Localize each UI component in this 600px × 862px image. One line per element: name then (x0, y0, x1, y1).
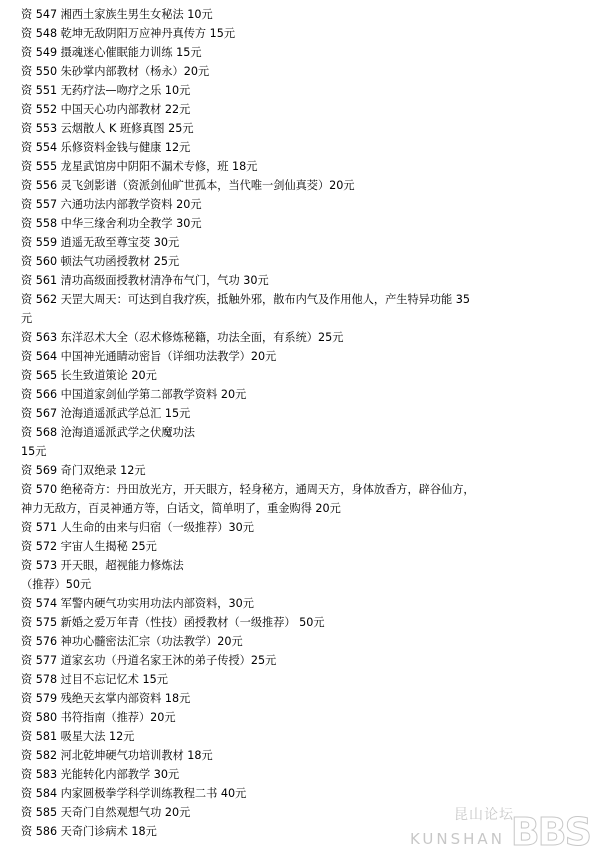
list-item: 资 568 沧海逍遥派武学之伏魔功法 (21, 426, 195, 439)
list-item: 资 567 沧海逍遥派武学总汇 15元 (21, 407, 191, 420)
list-item: 资 550 朱砂掌内部教材（杨永）20元 (21, 65, 210, 78)
list-item: 资 579 残绝天玄掌内部资料 18元 (21, 692, 191, 705)
list-item: 资 577 道家玄功（丹道名家王沐的弟子传授）25元 (21, 654, 277, 667)
list-item: 资 573 开天眼，超视能力修炼法 (21, 559, 184, 572)
list-item: 资 578 过目不忘记忆术 15元 (21, 673, 168, 686)
list-item: 资 565 长生致道策论 20元 (21, 369, 157, 382)
list-item: 资 561 清功高级面授教材清净布气门，气功 30元 (21, 274, 269, 287)
list-item: 资 586 天奇门诊病术 18元 (21, 825, 157, 838)
list-item: 15元 (21, 445, 47, 458)
watermark-latin-text: KUNSHAN (410, 830, 505, 848)
list-item: 资 583 光能转化内部教学 30元 (21, 768, 180, 781)
list-item: 资 562 天罡大周天：可达到自我疗疾，抵触外邪，散布内气及作用他人，产生特异功能 35 (21, 293, 471, 306)
list-item: 资 563 东洋忍术大全（忍术修炼秘籍，功法全面，有系统）25元 (21, 331, 344, 344)
list-item: 资 571 人生命的由来与归宿（一级推荐）30元 (21, 521, 254, 534)
list-item: 资 585 天奇门自然观想气功 20元 (21, 806, 191, 819)
list-item: 资 547 湘西土家族生男生女秘法 10元 (21, 8, 213, 21)
list-item: 资 555 龙星武馆房中阴阳不漏术专修，班 18元 (21, 160, 258, 173)
list-item: 资 569 奇门双绝录 12元 (21, 464, 146, 477)
list-item: 资 582 河北乾坤硬气功培训教材 18元 (21, 749, 213, 762)
list-item: 资 564 中国神光通睛动密旨（详细功法教学）20元 (21, 350, 277, 363)
watermark-bbs-text: BBS (510, 810, 590, 854)
list-item: 资 581 吸星大法 12元 (21, 730, 135, 743)
list-item: 资 580 书符指南（推荐）20元 (21, 711, 176, 724)
watermark-chinese-text: 昆山论坛 (454, 807, 514, 823)
list-item: 资 575 新婚之爱万年青（性技）函授教材（一级推荐） 50元 (21, 616, 325, 629)
list-item: （推荐）50元 (21, 578, 92, 591)
forum-watermark-logo (410, 802, 590, 854)
list-item: 元 (21, 312, 33, 325)
list-item: 资 558 中华三缘舍利功全教学 30元 (21, 217, 202, 230)
list-item: 资 556 灵飞剑影谱（资派剑仙旷世孤本，当代唯一剑仙真茭）20元 (21, 179, 355, 192)
list-item: 资 566 中国道家剑仙学第二部教学资料 20元 (21, 388, 247, 401)
list-item: 资 560 顿法气功函授教材 25元 (21, 255, 180, 268)
list-item: 资 570 绝秘奇方：丹田放光方，开天眼方，轻身秘方，通周天方，身体放香方，辟谷仙方， (21, 483, 475, 496)
list-item: 资 559 逍遥无敌至尊宝茭 30元 (21, 236, 180, 249)
list-item: 神力无敌方，百灵神通方等，白话文，简单明了，重金购得 20元 (21, 502, 341, 515)
list-item: 资 548 乾坤无敌阴阳万应神丹真传方 15元 (21, 27, 236, 40)
list-item: 资 551 无药疗法—吻疗之乐 10元 (21, 84, 191, 97)
list-item: 资 557 六通功法内部教学资料 20元 (21, 198, 202, 211)
list-item: 资 572 宇宙人生揭秘 25元 (21, 540, 157, 553)
list-item: 资 549 摄魂迷心催眠能力训练 15元 (21, 46, 202, 59)
list-item: 资 584 内家圆极拳学科学训练教程二书 40元 (21, 787, 247, 800)
list-item: 资 574 军警内硬气功实用功法内部资料，30元 (21, 597, 254, 610)
resource-list (21, 5, 581, 841)
list-item: 资 552 中国天心功内部教材 22元 (21, 103, 191, 116)
list-item: 资 553 云烟散人 K 班修真图 25元 (21, 122, 194, 135)
list-item: 资 576 神功心髓密法汇宗（功法教学）20元 (21, 635, 243, 648)
list-item: 资 554 乐修资料金钱与健康 12元 (21, 141, 191, 154)
